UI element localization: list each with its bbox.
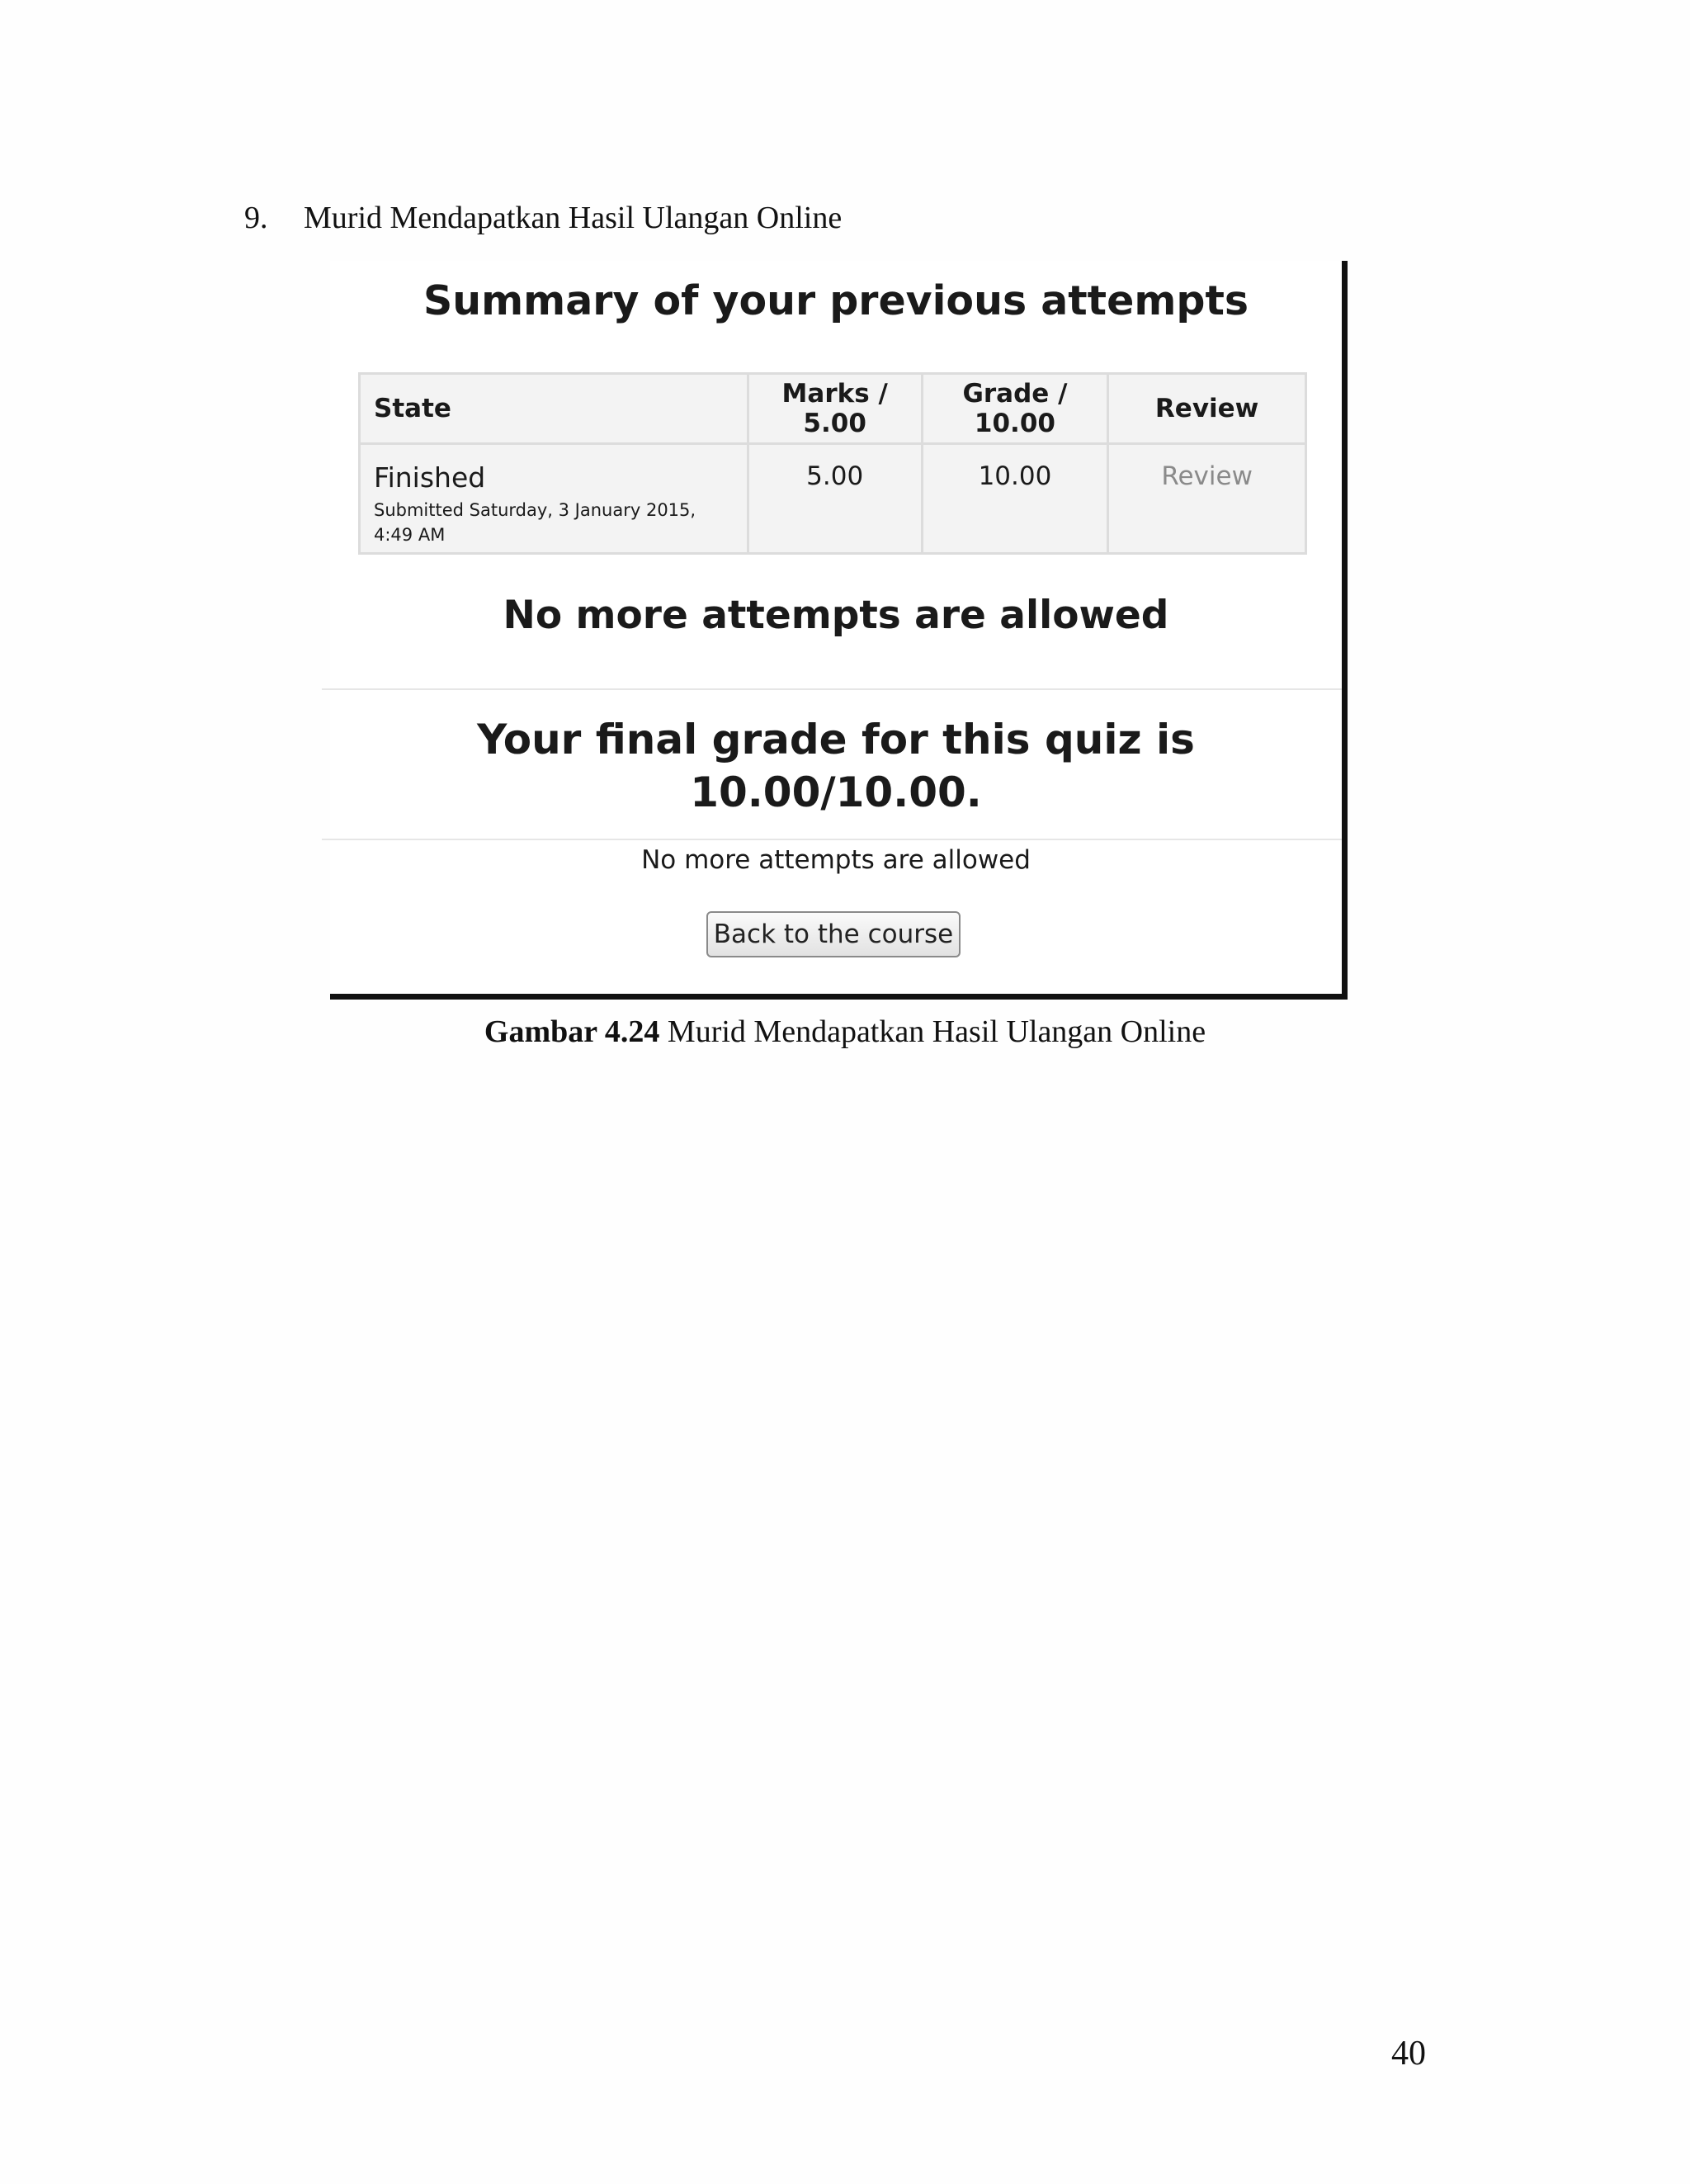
cell-state bbox=[360, 444, 748, 554]
divider bbox=[322, 839, 1342, 840]
cell-marks: 5.00 bbox=[748, 444, 922, 554]
table-row bbox=[360, 444, 1306, 554]
no-more-attempts-message: No more attempts are allowed bbox=[641, 845, 1031, 875]
attempts-table bbox=[358, 372, 1307, 555]
table-header-row bbox=[360, 374, 1306, 444]
no-more-attempts-heading: No more attempts are allowed bbox=[503, 593, 1169, 638]
final-grade-text: Your final grade for this quiz is 10.00/10.00. bbox=[477, 716, 1195, 816]
summary-title: Summary of your previous attempts bbox=[422, 277, 1249, 324]
divider bbox=[322, 688, 1342, 690]
state-value: Finished bbox=[374, 461, 486, 494]
back-to-course-button[interactable]: Back to the course bbox=[706, 911, 961, 957]
caption-text: Murid Mendapatkan Hasil Ulangan Online bbox=[667, 1014, 1206, 1049]
header-grade: Grade / 10.00 bbox=[922, 374, 1108, 444]
cell-review bbox=[1108, 444, 1306, 554]
figure-caption bbox=[0, 1012, 1690, 1052]
section-heading bbox=[244, 198, 842, 238]
quiz-screenshot-figure bbox=[330, 261, 1348, 1000]
page-number: 40 bbox=[1391, 2035, 1426, 2073]
caption-label: Gambar 4.24 bbox=[484, 1014, 660, 1049]
submitted-timestamp: Submitted Saturday, 3 January 2015, 4:49 AM bbox=[374, 500, 696, 545]
header-review: Review bbox=[1108, 374, 1306, 444]
header-state: State bbox=[360, 374, 748, 444]
review-link[interactable]: Review bbox=[1161, 461, 1253, 491]
section-number: 9. bbox=[244, 201, 268, 235]
section-title: Murid Mendapatkan Hasil Ulangan Online bbox=[304, 201, 843, 235]
cell-grade: 10.00 bbox=[922, 444, 1108, 554]
header-marks: Marks / 5.00 bbox=[748, 374, 922, 444]
